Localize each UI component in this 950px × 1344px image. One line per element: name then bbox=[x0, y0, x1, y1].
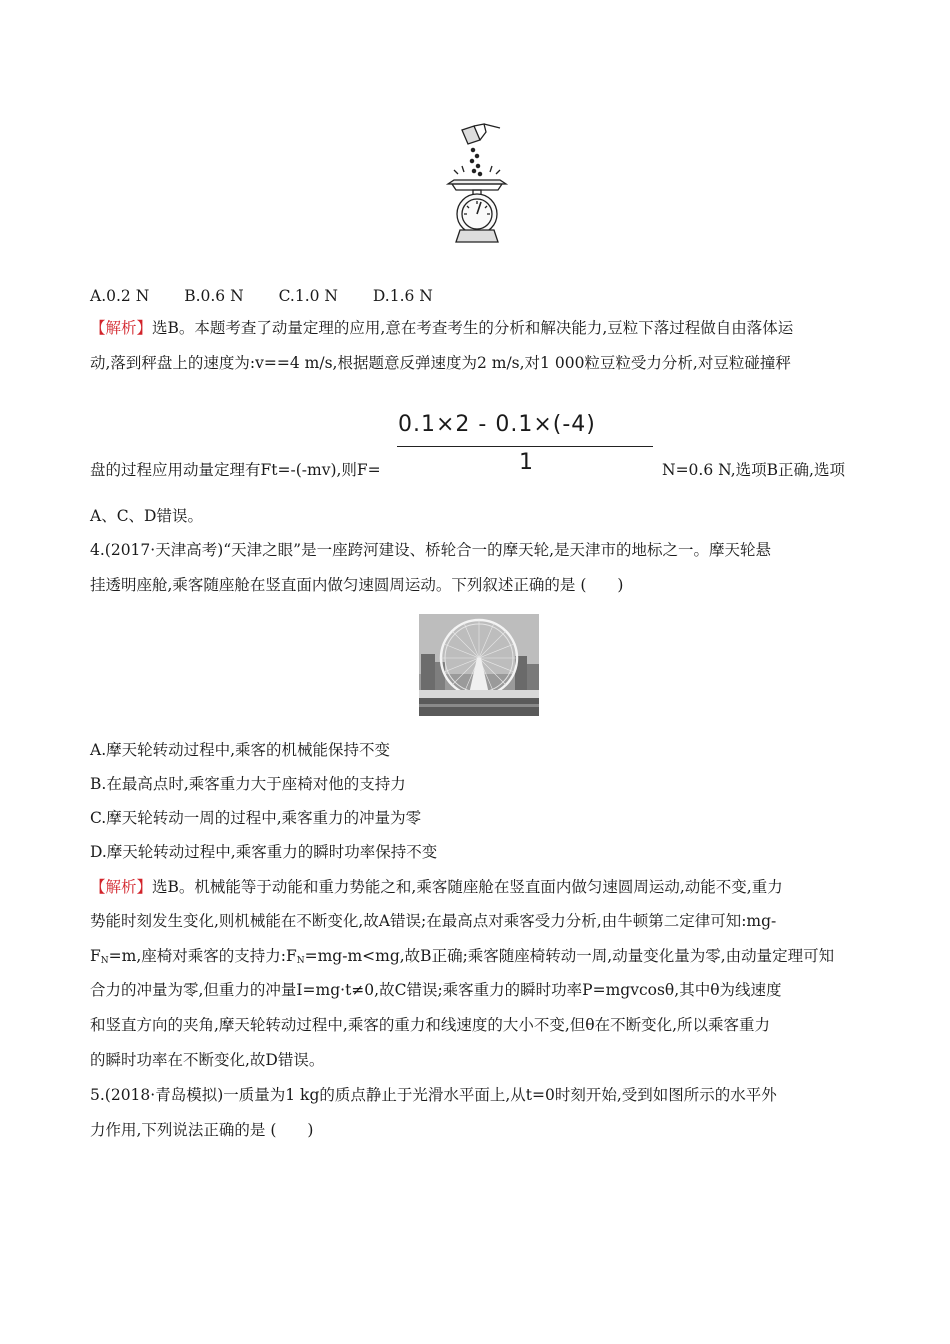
q4-analysis-line-2: 势能时刻发生变化,则机械能在不断变化,故A错误;在最高点对乘客受力分析,由牛顿第二定律可知:mg- bbox=[90, 912, 777, 930]
fraction-denominator: 1 bbox=[519, 450, 533, 475]
q5-stem-line-2: 力作用,下列说法正确的是 ( ) bbox=[90, 1121, 314, 1139]
q4-analysis-line-4: 合力的冲量为零,但重力的冲量I=mg·t≠0,故C错误;乘客重力的瞬时功率P=mgvcosθ,其中θ为线速度 bbox=[90, 981, 782, 999]
q4-analysis-line-5: 和竖直方向的夹角,摩天轮转动过程中,乘客的重力和线速度的大小不变,但θ在不断变化,所以乘客重力 bbox=[90, 1016, 771, 1034]
q3-option-c: C.1.0 N bbox=[278, 287, 338, 305]
q4-stem-line-2: 挂透明座舱,乘客随座舱在竖直面内做匀速圆周运动。下列叙述正确的是 ( ) bbox=[90, 576, 624, 594]
q4-stem-line-1: 4.(2017·天津高考)“天津之眼”是一座跨河建设、桥轮合一的摩天轮,是天津市的地标之一。摩天轮悬 bbox=[90, 541, 772, 559]
q3-analysis-line-3-right: N=0.6 N,选项B正确,选项 bbox=[662, 461, 845, 479]
q4-analysis-text-3c: =mg-m<mg,故B正确;乘客随座椅转动一周,动量变化量为零,由动量定理可知 bbox=[304, 947, 835, 965]
q4-option-d: D.摩天轮转动过程中,乘客重力的瞬时功率保持不变 bbox=[90, 843, 438, 861]
q3-option-a: A.0.2 N bbox=[90, 287, 150, 305]
tianjin-eye-photo bbox=[419, 614, 539, 716]
q3-option-d: D.1.6 N bbox=[372, 287, 433, 305]
fraction-bar bbox=[397, 446, 653, 447]
q4-analysis-text-3b: =m,座椅对乘客的支持力:F bbox=[108, 947, 297, 965]
analysis-tag: 【解析】 bbox=[90, 878, 153, 896]
subscript-n: N bbox=[296, 956, 305, 966]
fraction-numerator: 0.1×2 - 0.1×(-4) bbox=[398, 412, 596, 437]
analysis-tag: 【解析】 bbox=[90, 319, 153, 337]
q4-analysis-line-6: 的瞬时功率在不断变化,故D错误。 bbox=[90, 1051, 325, 1069]
q4-analysis-text-1: 选B。机械能等于动能和重力势能之和,乘客随座舱在竖直面内做匀速圆周运动,动能不变,重力 bbox=[152, 878, 783, 896]
subscript-n: N bbox=[100, 956, 109, 966]
q3-analysis-text-3-left: 盘的过程应用动量定理有Ft=-(-mv),则F= bbox=[90, 461, 381, 479]
q4-analysis-text-3a: F bbox=[90, 947, 101, 965]
q4-option-b: B.在最高点时,乘客重力大于座椅对他的支持力 bbox=[90, 775, 406, 793]
q5-stem-line-1: 5.(2018·青岛模拟)一质量为1 kg的质点静止于光滑水平面上,从t=0时刻开始,受到如图所示的水平外 bbox=[90, 1086, 777, 1104]
q3-analysis-line-2: 动,落到秤盘上的速度为:v==4 m/s,根据题意反弹速度为2 m/s,对1 000粒豆粒受力分析,对豆粒碰撞秤 bbox=[90, 354, 791, 372]
q4-option-a: A.摩天轮转动过程中,乘客的机械能保持不变 bbox=[90, 741, 391, 759]
q4-analysis-line-1 bbox=[90, 877, 860, 897]
q3-analysis-text-1: 选B。本题考查了动量定理的应用,意在考查考生的分析和解决能力,豆粒下落过程做自由落体运 bbox=[152, 319, 794, 337]
q4-analysis-line-3 bbox=[90, 946, 860, 971]
q4-option-c: C.摩天轮转动一周的过程中,乘客重力的冲量为零 bbox=[90, 809, 422, 827]
q3-analysis-line-4: A、C、D错误。 bbox=[90, 507, 203, 525]
scale-figure bbox=[440, 122, 514, 246]
q3-options bbox=[90, 286, 860, 306]
q3-analysis-line-1 bbox=[90, 318, 860, 338]
q3-option-b: B.0.6 N bbox=[184, 287, 244, 305]
